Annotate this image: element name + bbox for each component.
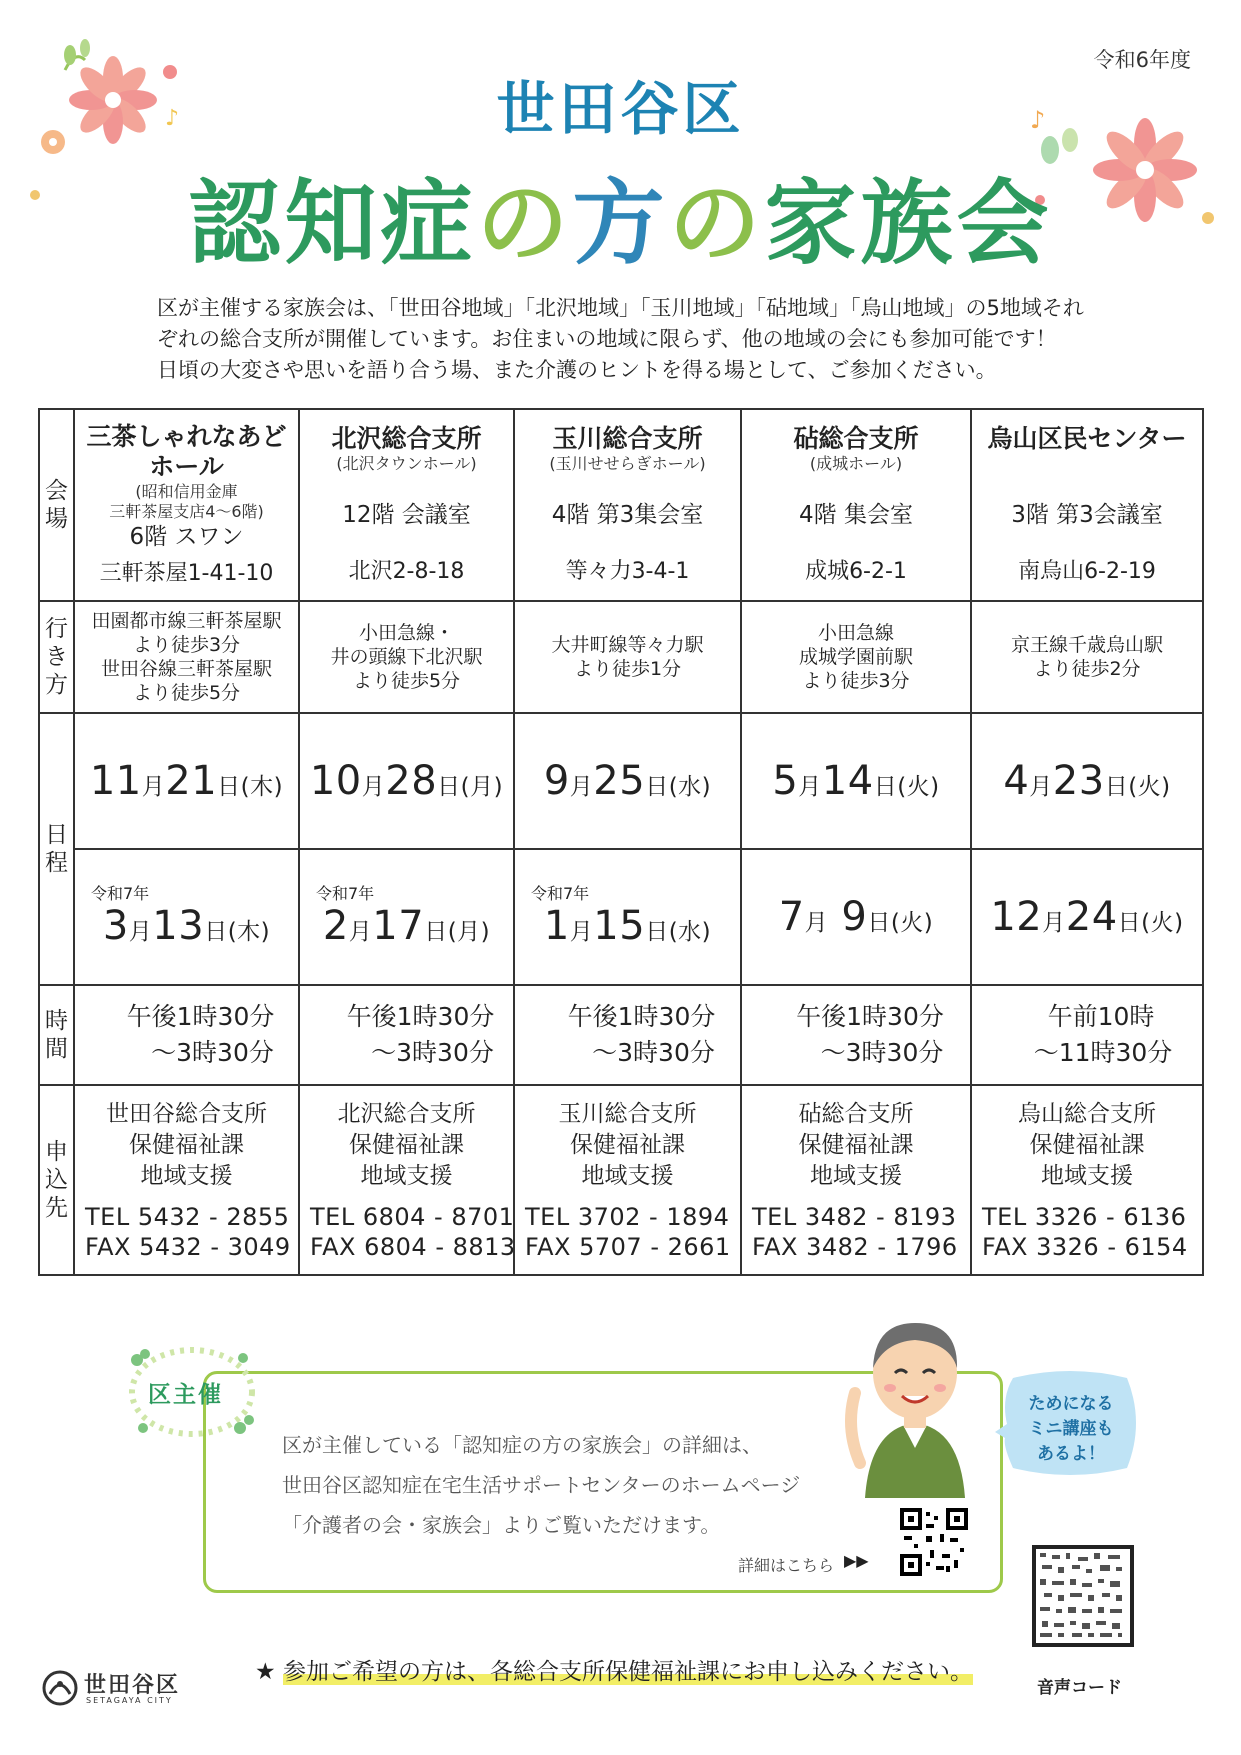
organizer-badge: 区主催 [148, 1382, 223, 1408]
info-line: 世田谷区認知症在宅生活サポートセンターのホームページ [282, 1473, 801, 1497]
date-cell: 令和7年 1月15日(水) [514, 849, 741, 985]
time-row [39, 985, 1203, 1085]
apply-cell: 烏山総合支所 保健福祉課 地域支援 TEL 3326 - 6136 FAX 3326 - 6154 [971, 1085, 1203, 1275]
title-part: の [476, 170, 573, 277]
title-part: 方 [572, 170, 669, 277]
presenter-illustration [840, 1298, 990, 1498]
access-cell: 小田急線・ 井の頭線下北沢駅 より徒歩5分 [299, 601, 514, 713]
apply-row [39, 1085, 1203, 1275]
intro-line: 区が主催する家族会は、「世田谷地域」「北沢地域」「玉川地域」「砧地域」「烏山地域」の5地域それ [157, 296, 1084, 320]
voice-code-icon [1030, 1543, 1136, 1649]
date-cell: 5月14日(火) [741, 713, 971, 849]
venue-cell: 玉川総合支所 (玉川せせらぎホール) 4階 第3集会室 等々力3-4-1 [514, 409, 741, 601]
info-text [282, 1425, 800, 1545]
time-cell: 午前10時 ～11時30分 [971, 985, 1203, 1085]
apply-cell: 玉川総合支所 保健福祉課 地域支援 TEL 3702 - 1894 FAX 5707 - 2661 [514, 1085, 741, 1275]
details-link[interactable]: 詳細はこちら [738, 1556, 835, 1575]
date-cell: 令和7年 3月13日(木) [74, 849, 299, 985]
page-title [0, 150, 1241, 282]
ward-title: 世田谷区 [496, 75, 745, 143]
date-cell: 7月 9日(火) [741, 849, 971, 985]
setagaya-logo-icon [42, 1670, 78, 1706]
access-row [39, 601, 1203, 713]
logo-text: 世田谷区 [84, 1673, 181, 1698]
intro-line: ぞれの総合支所が開催しています。お住まいの地域に限らず、他の地域の会にも参加可能です！ [157, 327, 1057, 351]
schedule-table [38, 408, 1204, 1276]
date-cell: 9月25日(水) [514, 713, 741, 849]
access-cell: 大井町線等々力駅 より徒歩1分 [514, 601, 741, 713]
bubble-text: ためになる ミニ講座も あるよ！ [1028, 1394, 1114, 1464]
intro-line: 日頃の大変さや思いを語り合う場、また介護のヒントを得る場として、ご参加ください。 [157, 358, 997, 382]
footer-note [255, 1653, 973, 1686]
venue-row [39, 409, 1203, 601]
footer-note-text: 参加ご希望の方は、各総合支所保健福祉課にお申し込みください。 [282, 1659, 973, 1685]
date-row-1 [39, 713, 1203, 849]
date-cell: 12月24日(火) [971, 849, 1203, 985]
row-head-schedule: 日 程 [39, 713, 74, 985]
qr-code-icon[interactable] [900, 1508, 968, 1576]
arrow-icon: ▶▶ [844, 1551, 869, 1570]
venue-cell: 砧総合支所 (成城ホール) 4階 集会室 成城6-2-1 [741, 409, 971, 601]
date-cell: 令和7年 2月17日(月) [299, 849, 514, 985]
access-cell: 小田急線 成城学園前駅 より徒歩3分 [741, 601, 971, 713]
svg-text:♪: ♪ [1030, 106, 1046, 134]
date-cell: 4月23日(火) [971, 713, 1203, 849]
title-part: 家族会 [764, 170, 1053, 277]
venue-cell: 烏山区民センター 3階 第3会議室 南烏山6-2-19 [971, 409, 1203, 601]
star-icon: ★ [255, 1659, 276, 1685]
time-cell: 午後1時30分 ～3時30分 [74, 985, 299, 1085]
row-head-venue: 会 場 [39, 409, 74, 601]
title-part: の [668, 170, 765, 277]
time-cell: 午後1時30分 ～3時30分 [514, 985, 741, 1085]
apply-cell: 砧総合支所 保健福祉課 地域支援 TEL 3482 - 8193 FAX 3482 - 1796 [741, 1085, 971, 1275]
row-head-time: 時 間 [39, 985, 74, 1085]
row-head-apply: 申 込 先 [39, 1085, 74, 1275]
logo-text-en: SETAGAYA CITY [86, 1696, 173, 1705]
date-row-2 [39, 849, 1203, 985]
fiscal-year: 令和6年度 [1093, 48, 1191, 72]
info-line: 「介護者の会・家族会」よりご覧いただけます。 [282, 1513, 721, 1537]
date-cell: 11月21日(木) [74, 713, 299, 849]
intro-text [157, 293, 1097, 386]
date-cell: 10月28日(月) [299, 713, 514, 849]
time-cell: 午後1時30分 ～3時30分 [299, 985, 514, 1085]
row-head-access: 行 き 方 [39, 601, 74, 713]
apply-cell: 世田谷総合支所 保健福祉課 地域支援 TEL 5432 - 2855 FAX 5432 - 3049 [74, 1085, 299, 1275]
venue-cell: 三茶しゃれなあど ホール (昭和信用金庫 三軒茶屋支店4〜6階) 6階 スワン 三軒茶屋1-41-10 [74, 409, 299, 601]
access-cell: 田園都市線三軒茶屋駅 より徒歩3分 世田谷線三軒茶屋駅 より徒歩5分 [74, 601, 299, 713]
apply-cell: 北沢総合支所 保健福祉課 地域支援 TEL 6804 - 8701 FAX 6804 - 8813 [299, 1085, 514, 1275]
info-line: 区が主催している「認知症の方の家族会」の詳細は、 [282, 1433, 762, 1457]
time-cell: 午後1時30分 ～3時30分 [741, 985, 971, 1085]
voice-code-label: 音声コード [1037, 1678, 1122, 1698]
title-part: 認知症 [188, 170, 477, 277]
venue-cell: 北沢総合支所 (北沢タウンホール) 12階 会議室 北沢2-8-18 [299, 409, 514, 601]
access-cell: 京王線千歳烏山駅 より徒歩2分 [971, 601, 1203, 713]
svg-text:♪: ♪ [165, 106, 180, 131]
